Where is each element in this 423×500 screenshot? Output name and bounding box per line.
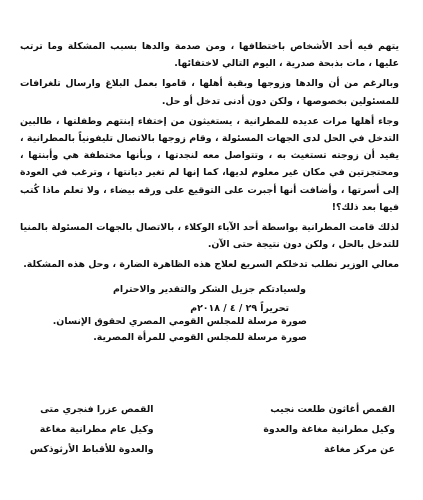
signature-block	[263, 400, 395, 460]
signer-title: عن مركز مغاغة	[324, 444, 395, 455]
cc-line: صورة مرسلة للمجلس القومي المصري لحقوق الإنسان.	[52, 315, 307, 327]
paragraph: وبالرغم من أن والدها وزوجها وبقية أهلها ، قاموا بعمل البلاغ وارسال تلغرافات للمسئولين بخصوصها ، ولكن دون أدنى تدخل أو حل.	[20, 78, 399, 107]
letter-date: تحريراً ٢٩ / ٤ / ٢٠١٨م	[190, 302, 289, 314]
cc-line: صورة مرسلة للمجلس القومي للمرأة المصرية.	[93, 331, 307, 343]
carbon-copy-list	[20, 314, 399, 346]
signer-name: القمص عزرا فنجري متى	[40, 404, 154, 415]
signer-name: القمص أغاثون طلعت نجيب	[270, 404, 395, 415]
closing-greeting: ولسيادتكم جزيل الشكر والتقدير والاحترام	[113, 283, 306, 295]
signer-title: والعدوة للأقباط الأرثوذكس	[30, 444, 154, 455]
paragraph: لذلك قامت المطرانية بواسطة أحد الآباء الوكلاء ، بالاتصال بالجهات المسئولة بالمنيا للتدخل بالحل ، ولكن دون نتيجة حتى الآن.	[20, 222, 399, 251]
signer-title: وكيل مطرانية مغاغة والعدوة	[263, 424, 395, 435]
letter-body	[20, 38, 399, 274]
signer-title: وكيل عام مطرانية مغاغة	[39, 424, 154, 435]
paragraph: وجاء أهلها مرات عديده للمطرانية ، يستغيثون من إختفاء إبنتهم وطفلتها ، طالبين التدخل في الحل لدى الجهات المسئولة ، وقام زوجها بالاتصال تليفونياً بالمطرانية ، يفيد أن زوجته تستغيث به ، وتتواصل معه لنجدتها ، وبأنها مختطفة هي وأبنتها ، ومحتجزتين في مكان غير معلوم لديها، كما إنها لم تغير ديانتها ، وترغب في العودة إلى أسرتها ، وأضافت أنها أجبرت على التوقيع على ورقه بيضاء ، ولا تعلم ماذا كُتب فيها بعد ذلك؟!	[20, 115, 399, 213]
paragraph: يتهم فيه أحد الأشخاص باختطافها ، ومن صدمة والدها بسبب المشكلة وما ترتب عليها ، مات بذبحة صدرية ، اليوم التالي لاختفائها.	[20, 41, 399, 70]
signature-block	[30, 400, 154, 460]
paragraph: معالي الوزير نطلب تدخلكم السريع لعلاج هذه الظاهرة الضارة ، وحل هذه المشكلة.	[23, 259, 399, 271]
signatures	[30, 400, 395, 460]
